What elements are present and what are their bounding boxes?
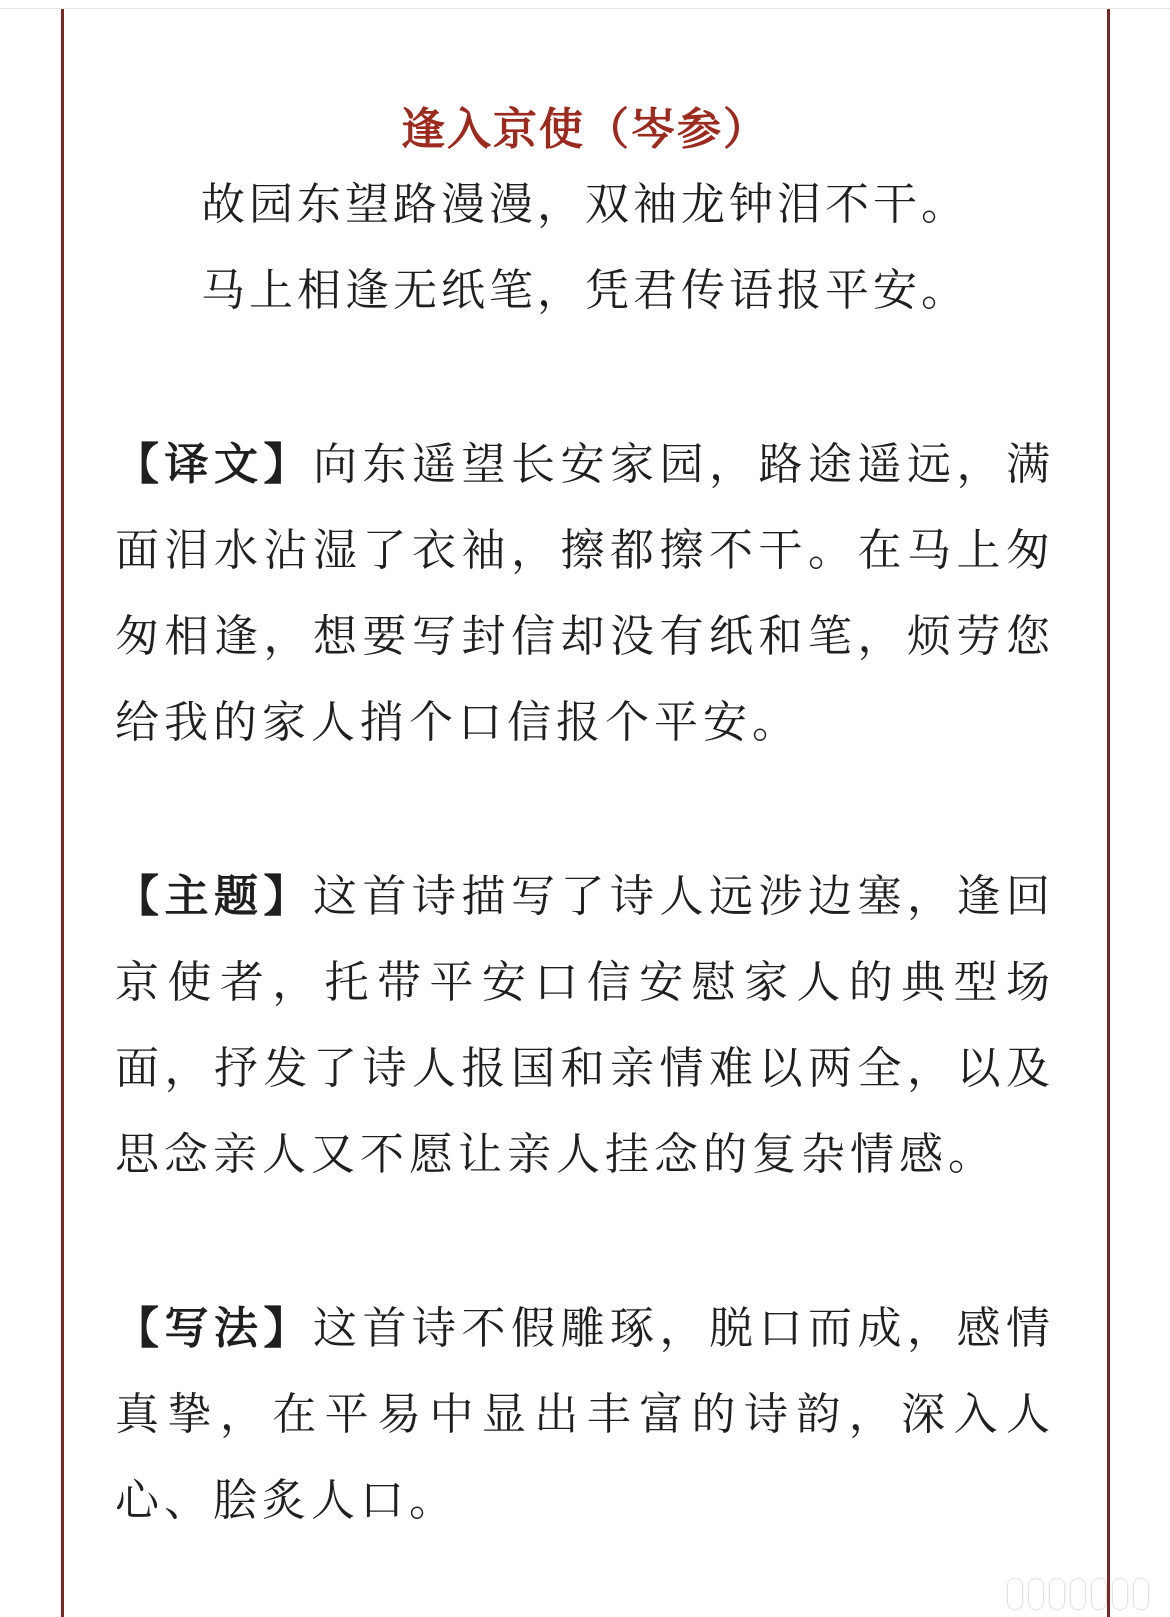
translation-tag: 【译文】 [115, 439, 313, 490]
technique-section [115, 1286, 1055, 1544]
translation-text: 向东遥望长安家园，路途遥远，满面泪水沾湿了衣袖，擦都擦不干。在马上匆匆相逢，想要写封信却没有纸和笔，烦劳您给我的家人捎个口信报个平安。 [115, 439, 1055, 748]
translation-section [115, 422, 1055, 766]
poem-line-1: 故园东望路漫漫，双袖龙钟泪不干。 [201, 179, 969, 230]
poem-line-2: 马上相逢无纸笔，凭君传语报平安。 [201, 265, 969, 316]
technique-text: 这首诗不假雕琢，脱口而成，感情真挚，在平易中显出丰富的诗韵，深入人心、脍炙人口。 [115, 1303, 1055, 1526]
left-border-line [61, 9, 64, 1617]
technique-tag: 【写法】 [115, 1303, 313, 1354]
theme-tag: 【主题】 [115, 871, 313, 922]
theme-section [115, 854, 1055, 1198]
theme-text: 这首诗描写了诗人远涉边塞，逢回京使者，托带平安口信安慰家人的典型场面，抒发了诗人报国和亲情难以两全，以及思念亲人又不愿让亲人挂念的复杂情感。 [115, 871, 1055, 1180]
top-divider [0, 8, 1170, 9]
article-body [115, 98, 1055, 1544]
poem-title: 逢入京使（岑参） [401, 104, 769, 155]
watermark-icon [1008, 1579, 1148, 1609]
right-border-line [1107, 9, 1110, 1617]
